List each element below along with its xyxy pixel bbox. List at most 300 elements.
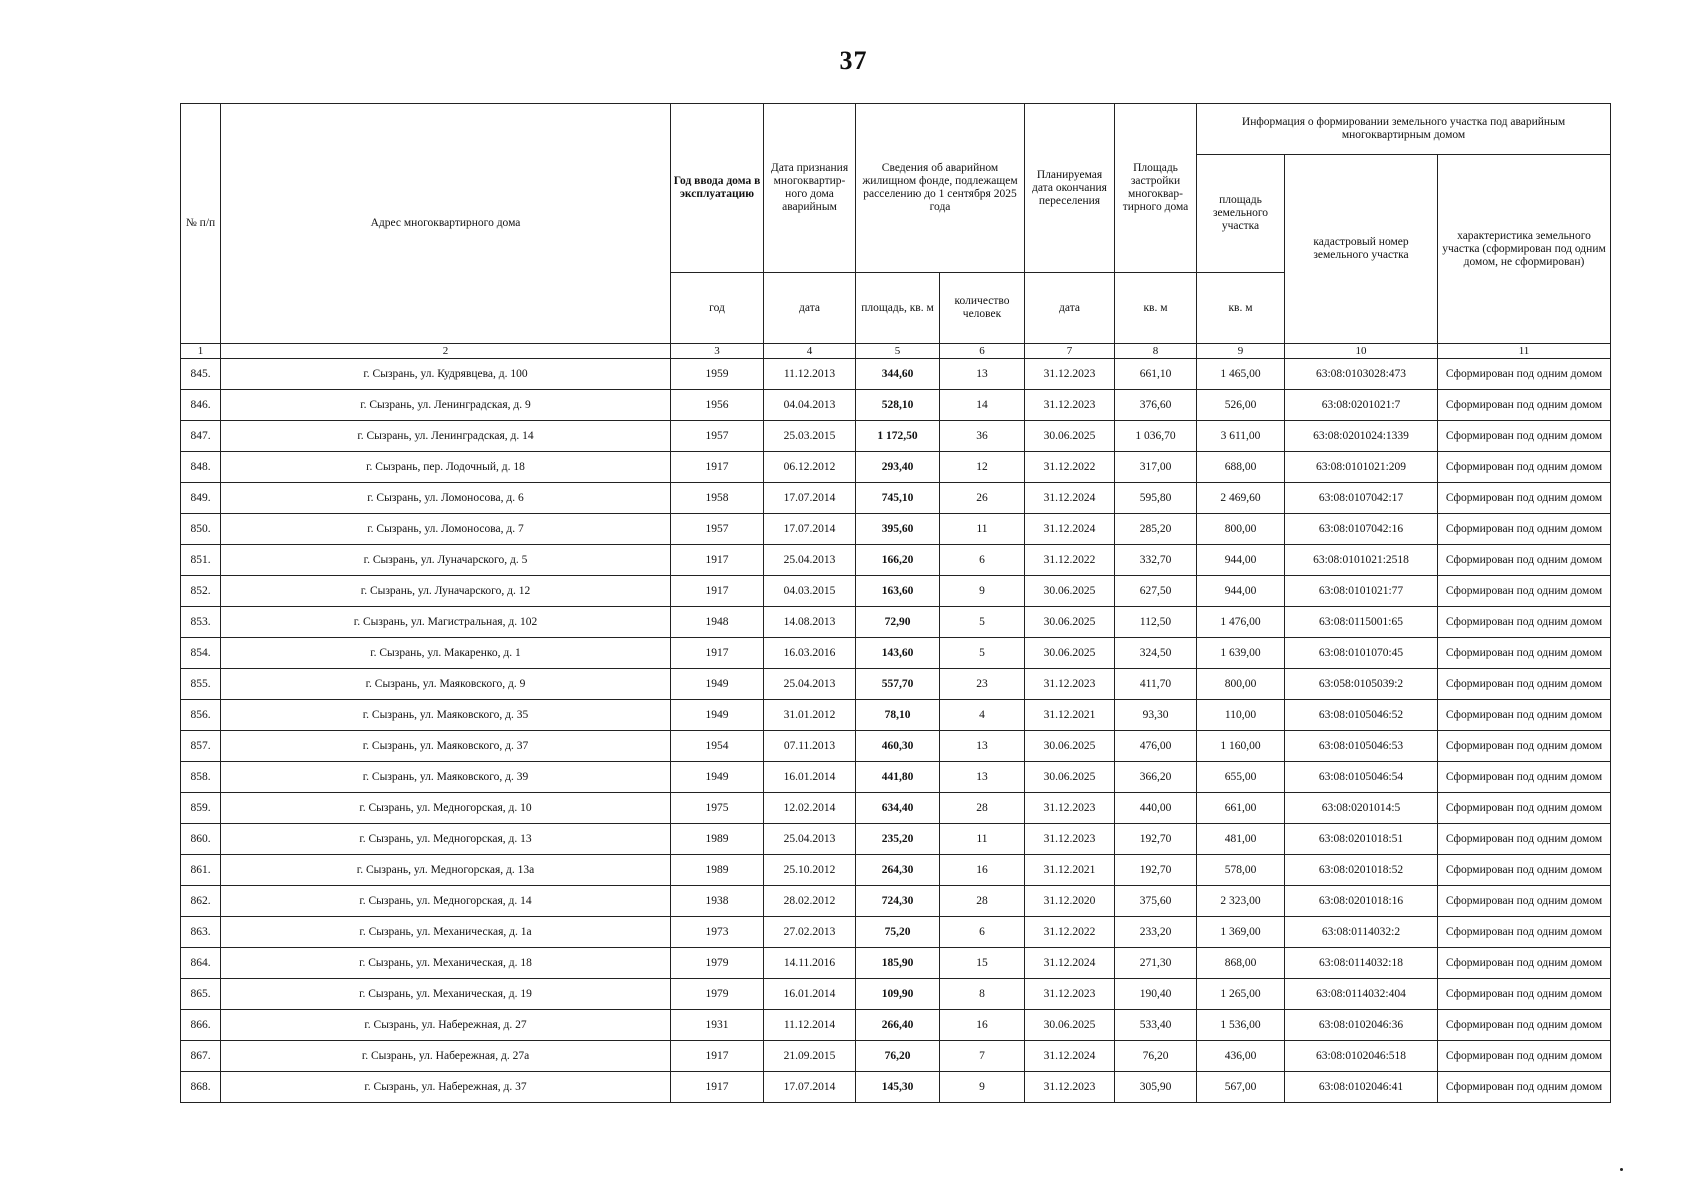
- row-cadastral-number: 63:08:0103028:473: [1285, 359, 1438, 390]
- unit-plan-date: дата: [1025, 273, 1115, 344]
- row-cadastral-number: 63:08:0101021:209: [1285, 452, 1438, 483]
- row-recognition-date: 16.01.2014: [764, 762, 856, 793]
- row-year: 1938: [671, 886, 764, 917]
- row-planned-date: 31.12.2023: [1025, 390, 1115, 421]
- row-planned-date: 31.12.2023: [1025, 824, 1115, 855]
- row-planned-date: 31.12.2021: [1025, 700, 1115, 731]
- row-area: 266,40: [856, 1010, 940, 1041]
- row-land-characteristic: Сформирован под одним домом: [1438, 886, 1611, 917]
- row-built-area: 376,60: [1115, 390, 1197, 421]
- row-people: 28: [940, 886, 1025, 917]
- row-number: 864.: [181, 948, 221, 979]
- row-year: 1917: [671, 452, 764, 483]
- row-recognition-date: 25.04.2013: [764, 545, 856, 576]
- row-people: 5: [940, 638, 1025, 669]
- row-area: 75,20: [856, 917, 940, 948]
- row-land-area: 481,00: [1197, 824, 1285, 855]
- row-address: г. Сызрань, ул. Медногорская, д. 10: [221, 793, 671, 824]
- row-address: г. Сызрань, ул. Маяковского, д. 9: [221, 669, 671, 700]
- row-recognition-date: 14.11.2016: [764, 948, 856, 979]
- row-planned-date: 31.12.2024: [1025, 1041, 1115, 1072]
- row-cadastral-number: 63:08:0114032:18: [1285, 948, 1438, 979]
- unit-year: год: [671, 273, 764, 344]
- row-built-area: 192,70: [1115, 855, 1197, 886]
- row-land-characteristic: Сформирован под одним домом: [1438, 638, 1611, 669]
- row-number: 852.: [181, 576, 221, 607]
- header-built-area: Площадь застройки многоквар-тирного дома: [1115, 104, 1197, 273]
- row-area: 293,40: [856, 452, 940, 483]
- row-people: 23: [940, 669, 1025, 700]
- row-people: 16: [940, 855, 1025, 886]
- row-people: 11: [940, 514, 1025, 545]
- row-land-area: 944,00: [1197, 545, 1285, 576]
- column-number: 10: [1285, 344, 1438, 359]
- header-planned-date: Планируемая дата окончания переселения: [1025, 104, 1115, 273]
- row-cadastral-number: 63:08:0114032:404: [1285, 979, 1438, 1010]
- table-row: [181, 607, 1611, 638]
- header-year: Год ввода дома в эксплуатацию: [671, 104, 764, 273]
- table-row: [181, 917, 1611, 948]
- row-people: 4: [940, 700, 1025, 731]
- row-number: 851.: [181, 545, 221, 576]
- row-area: 163,60: [856, 576, 940, 607]
- row-land-area: 1 465,00: [1197, 359, 1285, 390]
- row-people: 26: [940, 483, 1025, 514]
- row-planned-date: 31.12.2023: [1025, 1072, 1115, 1103]
- row-planned-date: 30.06.2025: [1025, 731, 1115, 762]
- row-number: 863.: [181, 917, 221, 948]
- row-people: 36: [940, 421, 1025, 452]
- row-year: 1975: [671, 793, 764, 824]
- row-built-area: 1 036,70: [1115, 421, 1197, 452]
- row-address: г. Сызрань, ул. Луначарского, д. 12: [221, 576, 671, 607]
- row-land-characteristic: Сформирован под одним домом: [1438, 731, 1611, 762]
- row-planned-date: 30.06.2025: [1025, 576, 1115, 607]
- row-area: 528,10: [856, 390, 940, 421]
- column-number: 1: [181, 344, 221, 359]
- column-number: 7: [1025, 344, 1115, 359]
- row-number: 853.: [181, 607, 221, 638]
- column-number: 2: [221, 344, 671, 359]
- row-built-area: 76,20: [1115, 1041, 1197, 1072]
- row-planned-date: 30.06.2025: [1025, 638, 1115, 669]
- table-row: [181, 390, 1611, 421]
- row-area: 460,30: [856, 731, 940, 762]
- table-row: [181, 545, 1611, 576]
- row-planned-date: 31.12.2022: [1025, 452, 1115, 483]
- row-number: 846.: [181, 390, 221, 421]
- row-built-area: 192,70: [1115, 824, 1197, 855]
- row-land-characteristic: Сформирован под одним домом: [1438, 669, 1611, 700]
- row-area: 724,30: [856, 886, 940, 917]
- row-year: 1917: [671, 638, 764, 669]
- table-row: [181, 638, 1611, 669]
- row-recognition-date: 16.01.2014: [764, 979, 856, 1010]
- row-planned-date: 31.12.2024: [1025, 514, 1115, 545]
- table-row: [181, 762, 1611, 793]
- row-recognition-date: 28.02.2012: [764, 886, 856, 917]
- row-area: 344,60: [856, 359, 940, 390]
- row-recognition-date: 04.04.2013: [764, 390, 856, 421]
- row-land-characteristic: Сформирован под одним домом: [1438, 979, 1611, 1010]
- row-land-area: 688,00: [1197, 452, 1285, 483]
- row-built-area: 533,40: [1115, 1010, 1197, 1041]
- row-land-characteristic: Сформирован под одним домом: [1438, 855, 1611, 886]
- row-land-characteristic: Сформирован под одним домом: [1438, 700, 1611, 731]
- row-planned-date: 31.12.2023: [1025, 793, 1115, 824]
- row-number: 855.: [181, 669, 221, 700]
- row-land-characteristic: Сформирован под одним домом: [1438, 1010, 1611, 1041]
- row-land-area: 1 476,00: [1197, 607, 1285, 638]
- row-address: г. Сызрань, ул. Ломоносова, д. 6: [221, 483, 671, 514]
- table-row: [181, 855, 1611, 886]
- housing-registry-table: [180, 103, 1611, 1103]
- row-planned-date: 30.06.2025: [1025, 421, 1115, 452]
- row-number: 862.: [181, 886, 221, 917]
- row-year: 1958: [671, 483, 764, 514]
- row-area: 395,60: [856, 514, 940, 545]
- header-land-info: Информация о формировании земельного участка под аварийным многоквартирным домом: [1197, 104, 1611, 155]
- row-land-area: 655,00: [1197, 762, 1285, 793]
- unit-built-sqm: кв. м: [1115, 273, 1197, 344]
- row-cadastral-number: 63:08:0201014:5: [1285, 793, 1438, 824]
- row-land-area: 2 469,60: [1197, 483, 1285, 514]
- row-built-area: 366,20: [1115, 762, 1197, 793]
- row-year: 1917: [671, 1072, 764, 1103]
- row-number: 848.: [181, 452, 221, 483]
- row-built-area: 324,50: [1115, 638, 1197, 669]
- scan-speck: [1620, 1168, 1623, 1171]
- row-cadastral-number: 63:08:0105046:53: [1285, 731, 1438, 762]
- row-area: 634,40: [856, 793, 940, 824]
- row-recognition-date: 17.07.2014: [764, 483, 856, 514]
- row-recognition-date: 27.02.2013: [764, 917, 856, 948]
- row-year: 1979: [671, 948, 764, 979]
- row-land-characteristic: Сформирован под одним домом: [1438, 390, 1611, 421]
- row-year: 1949: [671, 700, 764, 731]
- table-row: [181, 576, 1611, 607]
- row-cadastral-number: 63:08:0201024:1339: [1285, 421, 1438, 452]
- column-number: 9: [1197, 344, 1285, 359]
- row-land-area: 944,00: [1197, 576, 1285, 607]
- column-number: 4: [764, 344, 856, 359]
- row-year: 1973: [671, 917, 764, 948]
- row-cadastral-number: 63:08:0101070:45: [1285, 638, 1438, 669]
- row-land-area: 1 160,00: [1197, 731, 1285, 762]
- row-recognition-date: 11.12.2014: [764, 1010, 856, 1041]
- row-recognition-date: 17.07.2014: [764, 514, 856, 545]
- row-address: г. Сызрань, ул. Кудрявцева, д. 100: [221, 359, 671, 390]
- row-area: 1 172,50: [856, 421, 940, 452]
- row-cadastral-number: 63:08:0201021:7: [1285, 390, 1438, 421]
- row-year: 1989: [671, 824, 764, 855]
- row-area: 557,70: [856, 669, 940, 700]
- row-cadastral-number: 63:08:0115001:65: [1285, 607, 1438, 638]
- table-row: [181, 886, 1611, 917]
- row-land-area: 1 536,00: [1197, 1010, 1285, 1041]
- table-row: [181, 700, 1611, 731]
- row-number: 859.: [181, 793, 221, 824]
- row-planned-date: 31.12.2024: [1025, 483, 1115, 514]
- row-number: 868.: [181, 1072, 221, 1103]
- row-people: 8: [940, 979, 1025, 1010]
- row-cadastral-number: 63:08:0102046:518: [1285, 1041, 1438, 1072]
- row-land-area: 436,00: [1197, 1041, 1285, 1072]
- table-row: [181, 514, 1611, 545]
- row-people: 5: [940, 607, 1025, 638]
- table-row: [181, 824, 1611, 855]
- row-recognition-date: 11.12.2013: [764, 359, 856, 390]
- row-year: 1917: [671, 545, 764, 576]
- row-people: 14: [940, 390, 1025, 421]
- header-num: № п/п: [181, 104, 221, 344]
- table-row: [181, 948, 1611, 979]
- row-number: 856.: [181, 700, 221, 731]
- row-planned-date: 31.12.2022: [1025, 545, 1115, 576]
- row-address: г. Сызрань, ул. Медногорская, д. 14: [221, 886, 671, 917]
- row-cadastral-number: 63:058:0105039:2: [1285, 669, 1438, 700]
- table-row: [181, 452, 1611, 483]
- column-number: 8: [1115, 344, 1197, 359]
- row-planned-date: 30.06.2025: [1025, 1010, 1115, 1041]
- row-cadastral-number: 63:08:0105046:52: [1285, 700, 1438, 731]
- row-built-area: 285,20: [1115, 514, 1197, 545]
- row-cadastral-number: 63:08:0102046:36: [1285, 1010, 1438, 1041]
- row-recognition-date: 17.07.2014: [764, 1072, 856, 1103]
- row-planned-date: 31.12.2020: [1025, 886, 1115, 917]
- row-built-area: 440,00: [1115, 793, 1197, 824]
- row-area: 745,10: [856, 483, 940, 514]
- row-address: г. Сызрань, ул. Магистральная, д. 102: [221, 607, 671, 638]
- row-planned-date: 31.12.2024: [1025, 948, 1115, 979]
- row-land-area: 800,00: [1197, 514, 1285, 545]
- row-number: 849.: [181, 483, 221, 514]
- row-cadastral-number: 63:08:0201018:51: [1285, 824, 1438, 855]
- row-land-area: 800,00: [1197, 669, 1285, 700]
- row-address: г. Сызрань, ул. Набережная, д. 27: [221, 1010, 671, 1041]
- unit-people: количество человек: [940, 273, 1025, 344]
- row-land-area: 578,00: [1197, 855, 1285, 886]
- row-area: 185,90: [856, 948, 940, 979]
- row-land-characteristic: Сформирован под одним домом: [1438, 1072, 1611, 1103]
- row-recognition-date: 04.03.2015: [764, 576, 856, 607]
- row-cadastral-number: 63:08:0201018:52: [1285, 855, 1438, 886]
- row-number: 850.: [181, 514, 221, 545]
- row-address: г. Сызрань, ул. Макаренко, д. 1: [221, 638, 671, 669]
- row-number: 866.: [181, 1010, 221, 1041]
- row-number: 858.: [181, 762, 221, 793]
- table-row: [181, 359, 1611, 390]
- row-cadastral-number: 63:08:0114032:2: [1285, 917, 1438, 948]
- row-people: 28: [940, 793, 1025, 824]
- header-cadastral-number: кадастровый номер земельного участка: [1285, 155, 1438, 344]
- row-built-area: 411,70: [1115, 669, 1197, 700]
- row-land-area: 110,00: [1197, 700, 1285, 731]
- row-land-characteristic: Сформирован под одним домом: [1438, 948, 1611, 979]
- row-area: 441,80: [856, 762, 940, 793]
- row-address: г. Сызрань, ул. Луначарского, д. 5: [221, 545, 671, 576]
- row-area: 166,20: [856, 545, 940, 576]
- row-year: 1959: [671, 359, 764, 390]
- row-recognition-date: 25.04.2013: [764, 824, 856, 855]
- row-land-characteristic: Сформирован под одним домом: [1438, 762, 1611, 793]
- header-emergency-fund: Сведения об аварийном жилищном фонде, подлежащем расселению до 1 сентября 2025 года: [856, 104, 1025, 273]
- row-area: 143,60: [856, 638, 940, 669]
- row-built-area: 476,00: [1115, 731, 1197, 762]
- row-people: 7: [940, 1041, 1025, 1072]
- row-planned-date: 31.12.2022: [1025, 917, 1115, 948]
- table-row: [181, 669, 1611, 700]
- row-land-area: 661,00: [1197, 793, 1285, 824]
- row-area: 72,90: [856, 607, 940, 638]
- table-row: [181, 1072, 1611, 1103]
- row-area: 76,20: [856, 1041, 940, 1072]
- row-built-area: 271,30: [1115, 948, 1197, 979]
- row-address: г. Сызрань, ул. Ленинградская, д. 14: [221, 421, 671, 452]
- row-address: г. Сызрань, ул. Маяковского, д. 35: [221, 700, 671, 731]
- column-number: 11: [1438, 344, 1611, 359]
- header-address: Адрес многоквартирного дома: [221, 104, 671, 344]
- row-land-characteristic: Сформирован под одним домом: [1438, 1041, 1611, 1072]
- row-land-characteristic: Сформирован под одним домом: [1438, 917, 1611, 948]
- row-people: 13: [940, 359, 1025, 390]
- row-land-characteristic: Сформирован под одним домом: [1438, 576, 1611, 607]
- row-year: 1949: [671, 669, 764, 700]
- row-land-area: 567,00: [1197, 1072, 1285, 1103]
- row-people: 15: [940, 948, 1025, 979]
- row-year: 1957: [671, 514, 764, 545]
- row-land-characteristic: Сформирован под одним домом: [1438, 514, 1611, 545]
- row-recognition-date: 21.09.2015: [764, 1041, 856, 1072]
- row-recognition-date: 31.01.2012: [764, 700, 856, 731]
- row-recognition-date: 25.04.2013: [764, 669, 856, 700]
- row-year: 1956: [671, 390, 764, 421]
- row-address: г. Сызрань, ул. Механическая, д. 19: [221, 979, 671, 1010]
- row-land-area: 2 323,00: [1197, 886, 1285, 917]
- row-land-area: 1 639,00: [1197, 638, 1285, 669]
- column-number: 6: [940, 344, 1025, 359]
- unit-land-sqm: кв. м: [1197, 273, 1285, 344]
- row-land-characteristic: Сформирован под одним домом: [1438, 359, 1611, 390]
- row-cadastral-number: 63:08:0101021:77: [1285, 576, 1438, 607]
- row-land-characteristic: Сформирован под одним домом: [1438, 793, 1611, 824]
- row-recognition-date: 12.02.2014: [764, 793, 856, 824]
- row-built-area: 305,90: [1115, 1072, 1197, 1103]
- row-people: 6: [940, 917, 1025, 948]
- table-row: [181, 793, 1611, 824]
- row-year: 1917: [671, 576, 764, 607]
- row-land-characteristic: Сформирован под одним домом: [1438, 607, 1611, 638]
- row-land-characteristic: Сформирован под одним домом: [1438, 452, 1611, 483]
- table-row: [181, 731, 1611, 762]
- row-year: 1949: [671, 762, 764, 793]
- row-recognition-date: 16.03.2016: [764, 638, 856, 669]
- row-cadastral-number: 63:08:0107042:16: [1285, 514, 1438, 545]
- row-number: 865.: [181, 979, 221, 1010]
- row-number: 847.: [181, 421, 221, 452]
- row-planned-date: 30.06.2025: [1025, 607, 1115, 638]
- table-row: [181, 1041, 1611, 1072]
- row-people: 13: [940, 731, 1025, 762]
- table-row: [181, 421, 1611, 452]
- column-numbers-row: [181, 344, 1611, 359]
- row-recognition-date: 07.11.2013: [764, 731, 856, 762]
- row-planned-date: 31.12.2021: [1025, 855, 1115, 886]
- row-address: г. Сызрань, ул. Медногорская, д. 13: [221, 824, 671, 855]
- row-area: 109,90: [856, 979, 940, 1010]
- row-land-area: 868,00: [1197, 948, 1285, 979]
- row-number: 867.: [181, 1041, 221, 1072]
- row-year: 1989: [671, 855, 764, 886]
- row-built-area: 93,30: [1115, 700, 1197, 731]
- row-cadastral-number: 63:08:0201018:16: [1285, 886, 1438, 917]
- row-planned-date: 31.12.2023: [1025, 979, 1115, 1010]
- row-address: г. Сызрань, ул. Ломоносова, д. 7: [221, 514, 671, 545]
- row-year: 1917: [671, 1041, 764, 1072]
- row-address: г. Сызрань, ул. Набережная, д. 27а: [221, 1041, 671, 1072]
- row-land-characteristic: Сформирован под одним домом: [1438, 824, 1611, 855]
- row-address: г. Сызрань, ул. Механическая, д. 18: [221, 948, 671, 979]
- row-number: 860.: [181, 824, 221, 855]
- row-year: 1931: [671, 1010, 764, 1041]
- row-built-area: 661,10: [1115, 359, 1197, 390]
- row-people: 13: [940, 762, 1025, 793]
- row-land-area: 3 611,00: [1197, 421, 1285, 452]
- row-area: 78,10: [856, 700, 940, 731]
- row-number: 845.: [181, 359, 221, 390]
- row-year: 1948: [671, 607, 764, 638]
- row-built-area: 317,00: [1115, 452, 1197, 483]
- row-recognition-date: 14.08.2013: [764, 607, 856, 638]
- row-built-area: 627,50: [1115, 576, 1197, 607]
- row-built-area: 332,70: [1115, 545, 1197, 576]
- row-people: 6: [940, 545, 1025, 576]
- header-land-characteristic: характеристика земельного участка (сформирован под одним домом, не сформирован): [1438, 155, 1611, 344]
- table-row: [181, 483, 1611, 514]
- row-cadastral-number: 63:08:0105046:54: [1285, 762, 1438, 793]
- row-address: г. Сызрань, ул. Ленинградская, д. 9: [221, 390, 671, 421]
- row-year: 1957: [671, 421, 764, 452]
- row-land-area: 1 369,00: [1197, 917, 1285, 948]
- row-people: 9: [940, 1072, 1025, 1103]
- unit-date: дата: [764, 273, 856, 344]
- header-land-area: площадь земельного участка: [1197, 155, 1285, 273]
- row-address: г. Сызрань, ул. Маяковского, д. 39: [221, 762, 671, 793]
- row-cadastral-number: 63:08:0102046:41: [1285, 1072, 1438, 1103]
- row-year: 1954: [671, 731, 764, 762]
- row-number: 861.: [181, 855, 221, 886]
- row-land-characteristic: Сформирован под одним домом: [1438, 421, 1611, 452]
- row-land-area: 1 265,00: [1197, 979, 1285, 1010]
- unit-area: площадь, кв. м: [856, 273, 940, 344]
- row-planned-date: 30.06.2025: [1025, 762, 1115, 793]
- row-cadastral-number: 63:08:0101021:2518: [1285, 545, 1438, 576]
- row-address: г. Сызрань, ул. Маяковского, д. 37: [221, 731, 671, 762]
- row-cadastral-number: 63:08:0107042:17: [1285, 483, 1438, 514]
- row-people: 9: [940, 576, 1025, 607]
- table-row: [181, 979, 1611, 1010]
- table-row: [181, 1010, 1611, 1041]
- row-recognition-date: 25.10.2012: [764, 855, 856, 886]
- row-number: 854.: [181, 638, 221, 669]
- row-people: 12: [940, 452, 1025, 483]
- row-area: 145,30: [856, 1072, 940, 1103]
- row-address: г. Сызрань, ул. Механическая, д. 1а: [221, 917, 671, 948]
- row-address: г. Сызрань, ул. Медногорская, д. 13а: [221, 855, 671, 886]
- row-people: 16: [940, 1010, 1025, 1041]
- row-people: 11: [940, 824, 1025, 855]
- row-land-characteristic: Сформирован под одним домом: [1438, 483, 1611, 514]
